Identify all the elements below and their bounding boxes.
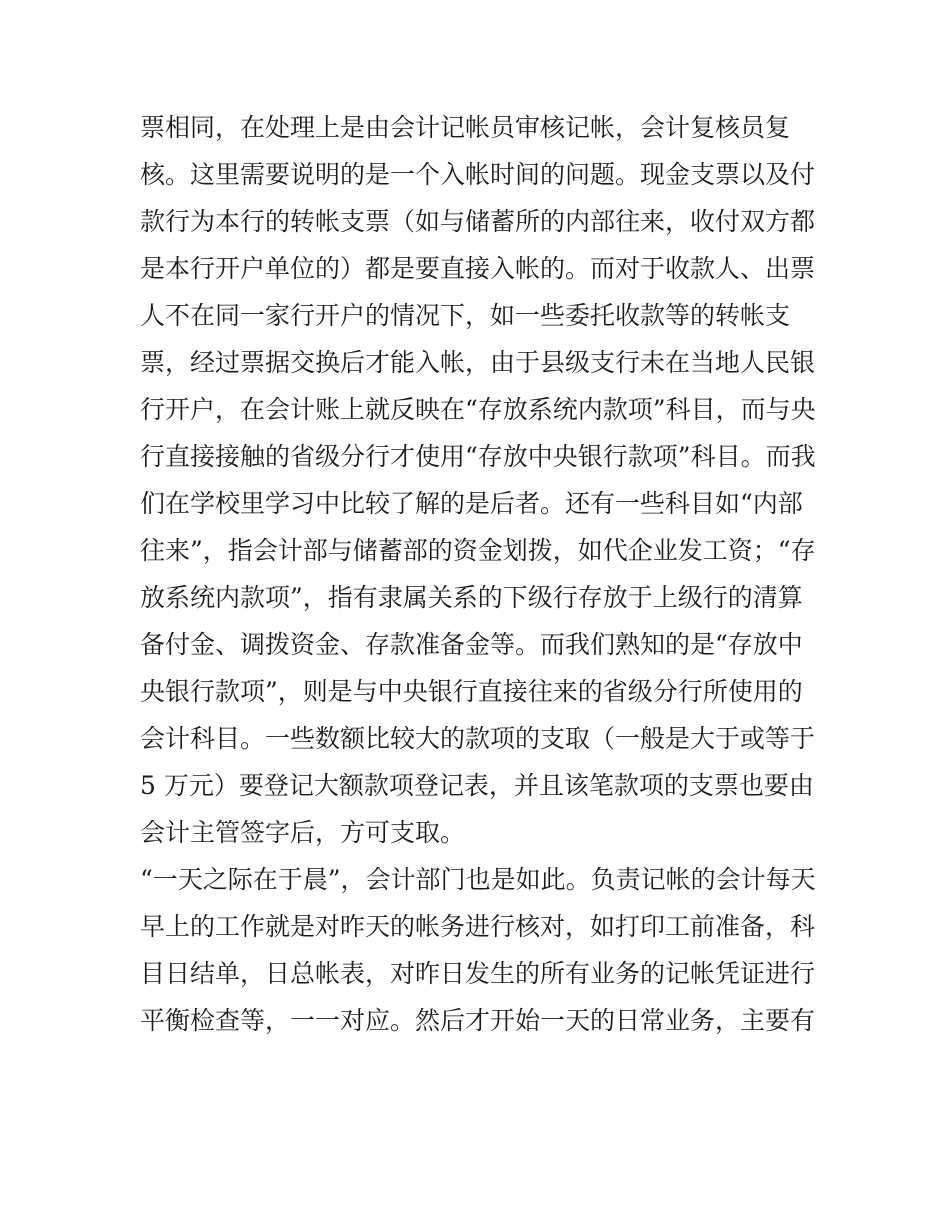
- text-line: 央银行款项”，则是与中央银行直接往来的省级分行所使用的: [140, 677, 803, 706]
- text-line: 款行为本行的转帐支票（如与储蓄所的内部往来，收付双方都: [140, 207, 816, 236]
- text-line: “一天之际在于晨”，会计部门也是如此。负责记帐的会计每天: [140, 865, 816, 894]
- text-line: 行直接接触的省级分行才使用“存放中央银行款项”科目。而我: [140, 442, 816, 471]
- text-line: 们在学校里学习中比较了解的是后者。还有一些科目如“内部: [140, 489, 803, 518]
- text-line: 备付金、调拨资金、存款准备金等。而我们熟知的是“存放中: [140, 630, 803, 659]
- text-line: 行开户，在会计账上就反映在“存放系统内款项”科目，而与央: [140, 395, 816, 424]
- text-line: 5 万元）要登记大额款项登记表，并且该笔款项的支票也要由: [140, 771, 814, 800]
- text-line: 核。这里需要说明的是一个入帐时间的问题。现金支票以及付: [140, 160, 816, 189]
- text-line: 放系统内款项”，指有隶属关系的下级行存放于上级行的清算: [140, 583, 803, 612]
- text-line: 会计科目。一些数额比较大的款项的支取（一般是大于或等于: [140, 724, 816, 753]
- text-line: 往来”，指会计部与储蓄部的资金划拨，如代企业发工资；“存: [140, 536, 816, 565]
- text-line: 票，经过票据交换后才能入帐，由于县级支行未在当地人民银: [140, 348, 816, 377]
- body-text: [140, 104, 820, 1044]
- text-line: 平衡检查等，一一对应。然后才开始一天的日常业务，主要有: [140, 1006, 816, 1035]
- text-line: 早上的工作就是对昨天的帐务进行核对，如打印工前准备，科: [140, 912, 816, 941]
- text-line: 目日结单，日总帐表，对昨日发生的所有业务的记帐凭证进行: [140, 959, 816, 988]
- text-line: 票相同，在处理上是由会计记帐员审核记帐，会计复核员复: [140, 113, 791, 142]
- text-line: 是本行开户单位的）都是要直接入帐的。而对于收款人、出票: [140, 254, 816, 283]
- text-line: 会计主管签字后，方可支取。: [140, 818, 466, 847]
- text-line: 人不在同一家行开户的情况下，如一些委托收款等的转帐支: [140, 301, 791, 330]
